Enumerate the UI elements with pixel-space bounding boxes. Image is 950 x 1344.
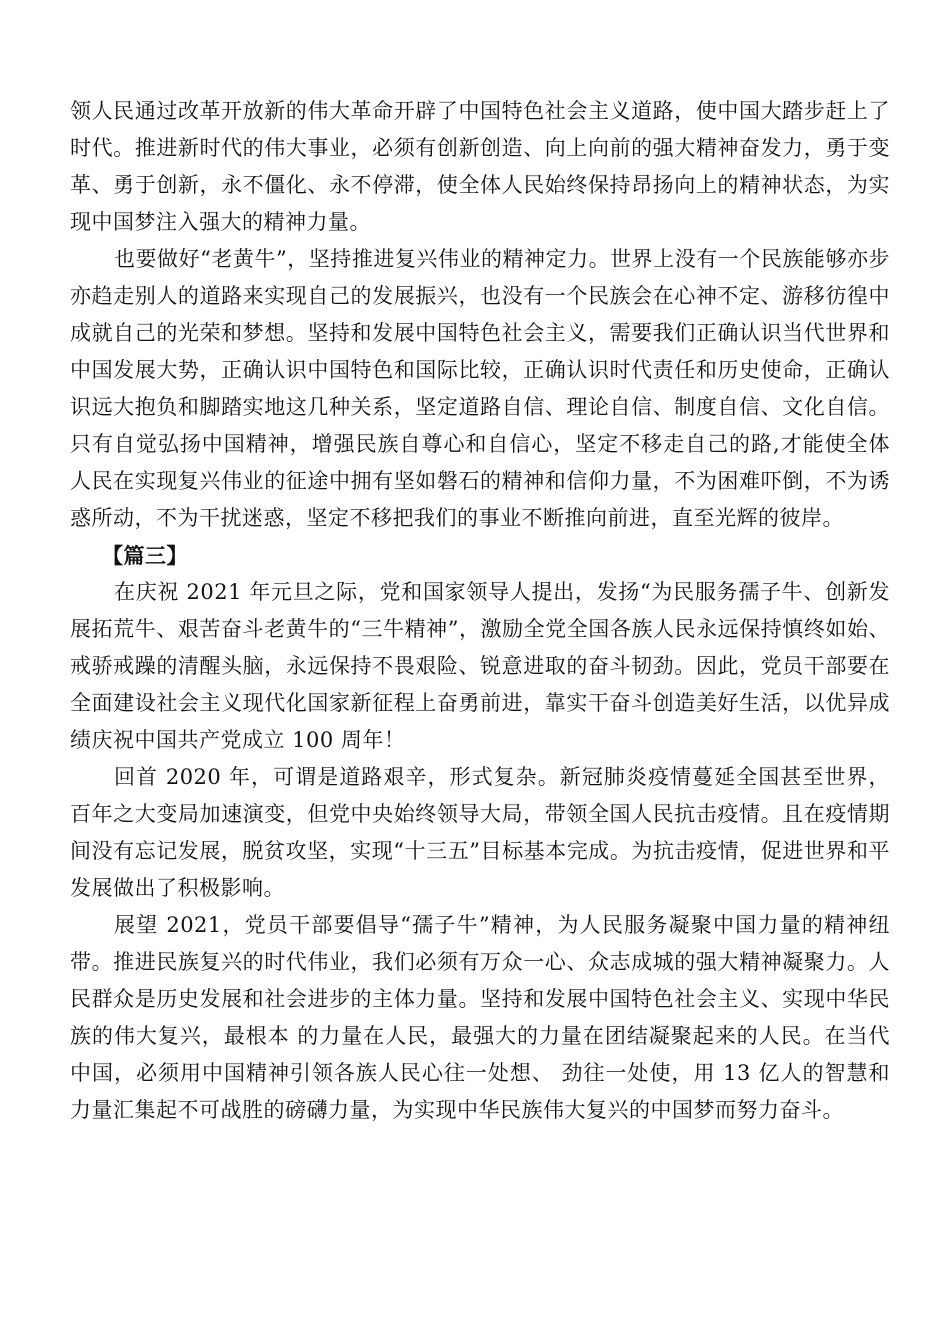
paragraph-review-2020: 回首 2020 年，可谓是道路艰辛，形式复杂。新冠肺炎疫情蔓延全国甚至世界，百年之大变局加速演变，但党中央始终领导大局，带领全国人民抗击疫情。且在疫情期间没有忘记发展，脱贫攻坚，实现“十三五”目标基本完成。为抗击疫情，促进世界和平发展做出了积极影响。 [70, 765, 890, 900]
document-body [70, 93, 890, 1129]
section-heading-part-three: 【篇三】 [102, 543, 188, 568]
paragraph-continuation: 领人民通过改革开放新的伟大革命开辟了中国特色社会主义道路，使中国大踏步赶上了时代。推进新时代的伟大事业，必须有创新创造、向上向前的强大精神奋发力，勇于变革、勇于创新，永不僵化、永不停滞，使全体人民始终保持昂扬向上的精神状态，为实现中国梦注入强大的精神力量。 [70, 99, 890, 234]
paragraph-outlook-2021: 展望 2021，党员干部要倡导“孺子牛”精神，为人民服务凝聚中国力量的精神纽带。推进民族复兴的时代伟业，我们必须有万众一心、众志成城的强大精神凝聚力。人民群众是历史发展和社会进步的主体力量。坚持和发展中国特色社会主义、实现中华民族的伟大复兴，最根本 的力量在人民，最强大的力量在团结凝聚起来的人民。在当代中国，必须用中国精神引领各族人民心往一处想、 劲往一处使，用 13 亿人的智慧和力量汇集起不可战胜的磅礴力量，为实现中华民族伟大复兴的中国梦而努力奋斗。 [70, 913, 890, 1122]
paragraph-old-ox: 也要做好“老黄牛”，坚持推进复兴伟业的精神定力。世界上没有一个民族能够亦步亦趋走别人的道路来实现自己的发展振兴，也没有一个民族会在心神不定、游移彷徨中成就自己的光荣和梦想。坚持和发展中国特色社会主义，需要我们正确认识当代世界和中国发展大势，正确认识中国特色和国际比较，正确认识时代责任和历史使命，正确认识远大抱负和脚踏实地这几种关系，坚定道路自信、理论自信、制度自信、文化自信。只有自觉弘扬中国精神，增强民族自尊心和自信心，坚定不移走自己的路,才能使全体人民在实现复兴伟业的征途中拥有坚如磐石的精神和信仰力量，不为困难吓倒，不为诱惑所动，不为干扰迷惑，坚定不移把我们的事业不断推向前进，直至光辉的彼岸。 [70, 247, 890, 530]
paragraph-new-year-2021: 在庆祝 2021 年元旦之际，党和国家领导人提出，发扬“为民服务孺子牛、创新发展拓荒牛、艰苦奋斗老黄牛的“三牛精神”，激励全党全国各族人民永远保持慎终如始、戒骄戒躁的清醒头脑，永远保持不畏艰险、锐意进取的奋斗韧劲。因此，党员干部要在全面建设社会主义现代化国家新征程上奋勇前进，靠实干奋斗创造美好生活，以优异成绩庆祝中国共产党成立 100 周年！ [70, 580, 890, 752]
